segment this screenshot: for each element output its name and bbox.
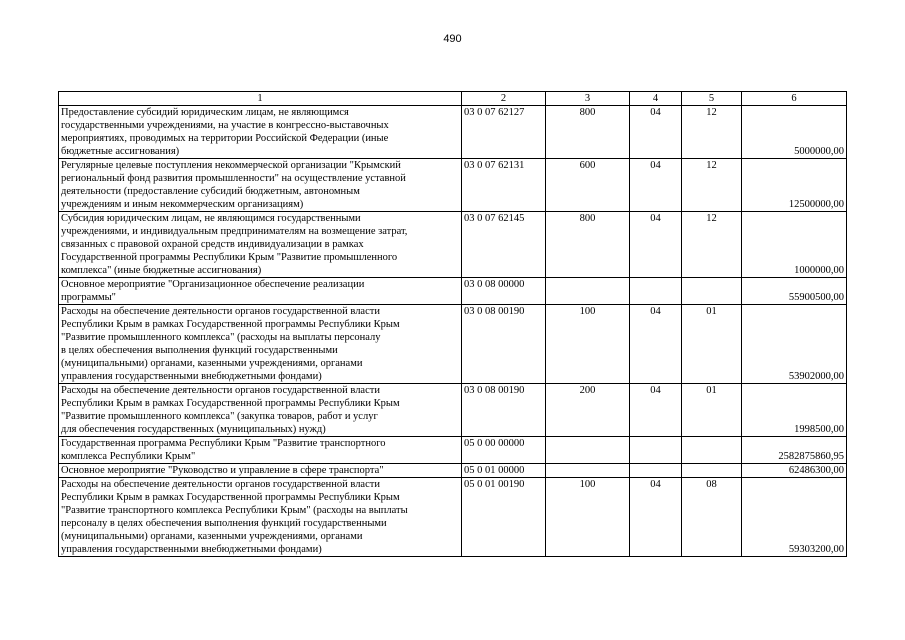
row-description: Регулярные целевые поступления некоммерческой организации "Крымский региональный фонд развития промышленности" на осуществление уставной деятельности (предоставление субсидий бюджетным, автономным учреждениям и иным некоммерческим организациям) [59, 159, 462, 212]
row-amount: 55900500,00 [742, 278, 847, 305]
column-header-1: 1 [59, 92, 462, 106]
row-expense-type: 600 [546, 159, 630, 212]
table-row [59, 464, 847, 478]
table-row [59, 159, 847, 212]
row-target-code: 05 0 00 00000 [462, 437, 546, 464]
row-section: 04 [630, 212, 682, 278]
row-expense-type [546, 278, 630, 305]
row-expense-type: 800 [546, 212, 630, 278]
row-description: Расходы на обеспечение деятельности органов государственной власти Республики Крым в рамках Государственной программы Республики Крым "Развитие промышленного комплекса" (закупка товаров, работ и услуг для обеспечения государственных (муниципальных) нужд) [59, 384, 462, 437]
row-expense-type: 800 [546, 106, 630, 159]
table-row [59, 384, 847, 437]
row-subsection: 01 [682, 305, 742, 384]
row-section [630, 464, 682, 478]
row-amount: 59303200,00 [742, 478, 847, 557]
row-description: Предоставление субсидий юридическим лицам, не являющимся государственными учреждениями, на участие в конгрессно-выставочных мероприятиях, проводимых на территории Российской Федерации (иные бюджетные ассигнования) [59, 106, 462, 159]
row-amount: 62486300,00 [742, 464, 847, 478]
row-subsection: 12 [682, 212, 742, 278]
table-row [59, 278, 847, 305]
column-header-6: 6 [742, 92, 847, 106]
table-row [59, 106, 847, 159]
row-amount: 12500000,00 [742, 159, 847, 212]
row-amount: 1998500,00 [742, 384, 847, 437]
row-section: 04 [630, 384, 682, 437]
row-subsection [682, 464, 742, 478]
row-description: Государственная программа Республики Крым "Развитие транспортного комплекса Республики Крым" [59, 437, 462, 464]
row-target-code: 03 0 07 62145 [462, 212, 546, 278]
row-expense-type [546, 437, 630, 464]
row-subsection [682, 278, 742, 305]
row-section [630, 437, 682, 464]
row-description: Основное мероприятие "Руководство и управление в сфере транспорта" [59, 464, 462, 478]
row-description: Расходы на обеспечение деятельности органов государственной власти Республики Крым в рамках Государственной программы Республики Крым "Развитие промышленного комплекса" (расходы на выплаты персоналу в целях обеспечения выполнения функций государственными (муниципальными) органами, казенными учреждениями, органами управления государственными внебюджетными фондами) [59, 305, 462, 384]
column-header-3: 3 [546, 92, 630, 106]
row-target-code: 05 0 01 00000 [462, 464, 546, 478]
row-subsection: 01 [682, 384, 742, 437]
row-description: Субсидия юридическим лицам, не являющимся государственными учреждениями, и индивидуальным предпринимателям на возмещение затрат, связанных с правовой охраной средств индивидуализации в рамках Государственной программы Республики Крым "Развитие промышленного комплекса" (иные бюджетные ассигнования) [59, 212, 462, 278]
column-header-5: 5 [682, 92, 742, 106]
row-expense-type: 100 [546, 305, 630, 384]
row-amount: 5000000,00 [742, 106, 847, 159]
column-header-4: 4 [630, 92, 682, 106]
row-description: Расходы на обеспечение деятельности органов государственной власти Республики Крым в рамках Государственной программы Республики Крым "Развитие транспортного комплекса Республики Крым" (расходы на выплаты персоналу в целях обеспечения выполнения функций государственными (муниципальными) органами, казенными учреждениями, органами управления государственными внебюджетными фондами) [59, 478, 462, 557]
budget-table [58, 91, 847, 557]
row-target-code: 03 0 08 00000 [462, 278, 546, 305]
row-expense-type: 100 [546, 478, 630, 557]
table-body [59, 92, 847, 557]
row-amount: 1000000,00 [742, 212, 847, 278]
row-section: 04 [630, 106, 682, 159]
row-section [630, 278, 682, 305]
row-target-code: 03 0 07 62131 [462, 159, 546, 212]
table-row [59, 478, 847, 557]
row-subsection: 12 [682, 106, 742, 159]
row-target-code: 03 0 07 62127 [462, 106, 546, 159]
row-section: 04 [630, 305, 682, 384]
row-subsection: 08 [682, 478, 742, 557]
row-expense-type: 200 [546, 384, 630, 437]
row-expense-type [546, 464, 630, 478]
column-number-row [59, 92, 847, 106]
row-amount: 2582875860,95 [742, 437, 847, 464]
row-subsection: 12 [682, 159, 742, 212]
table-row [59, 305, 847, 384]
row-target-code: 03 0 08 00190 [462, 305, 546, 384]
row-amount: 53902000,00 [742, 305, 847, 384]
column-header-2: 2 [462, 92, 546, 106]
row-description: Основное мероприятие "Организационное обеспечение реализации программы" [59, 278, 462, 305]
row-target-code: 05 0 01 00190 [462, 478, 546, 557]
table-row [59, 212, 847, 278]
row-target-code: 03 0 08 00190 [462, 384, 546, 437]
row-section: 04 [630, 478, 682, 557]
row-subsection [682, 437, 742, 464]
table-row [59, 437, 847, 464]
row-section: 04 [630, 159, 682, 212]
page-number: 490 [443, 33, 462, 45]
